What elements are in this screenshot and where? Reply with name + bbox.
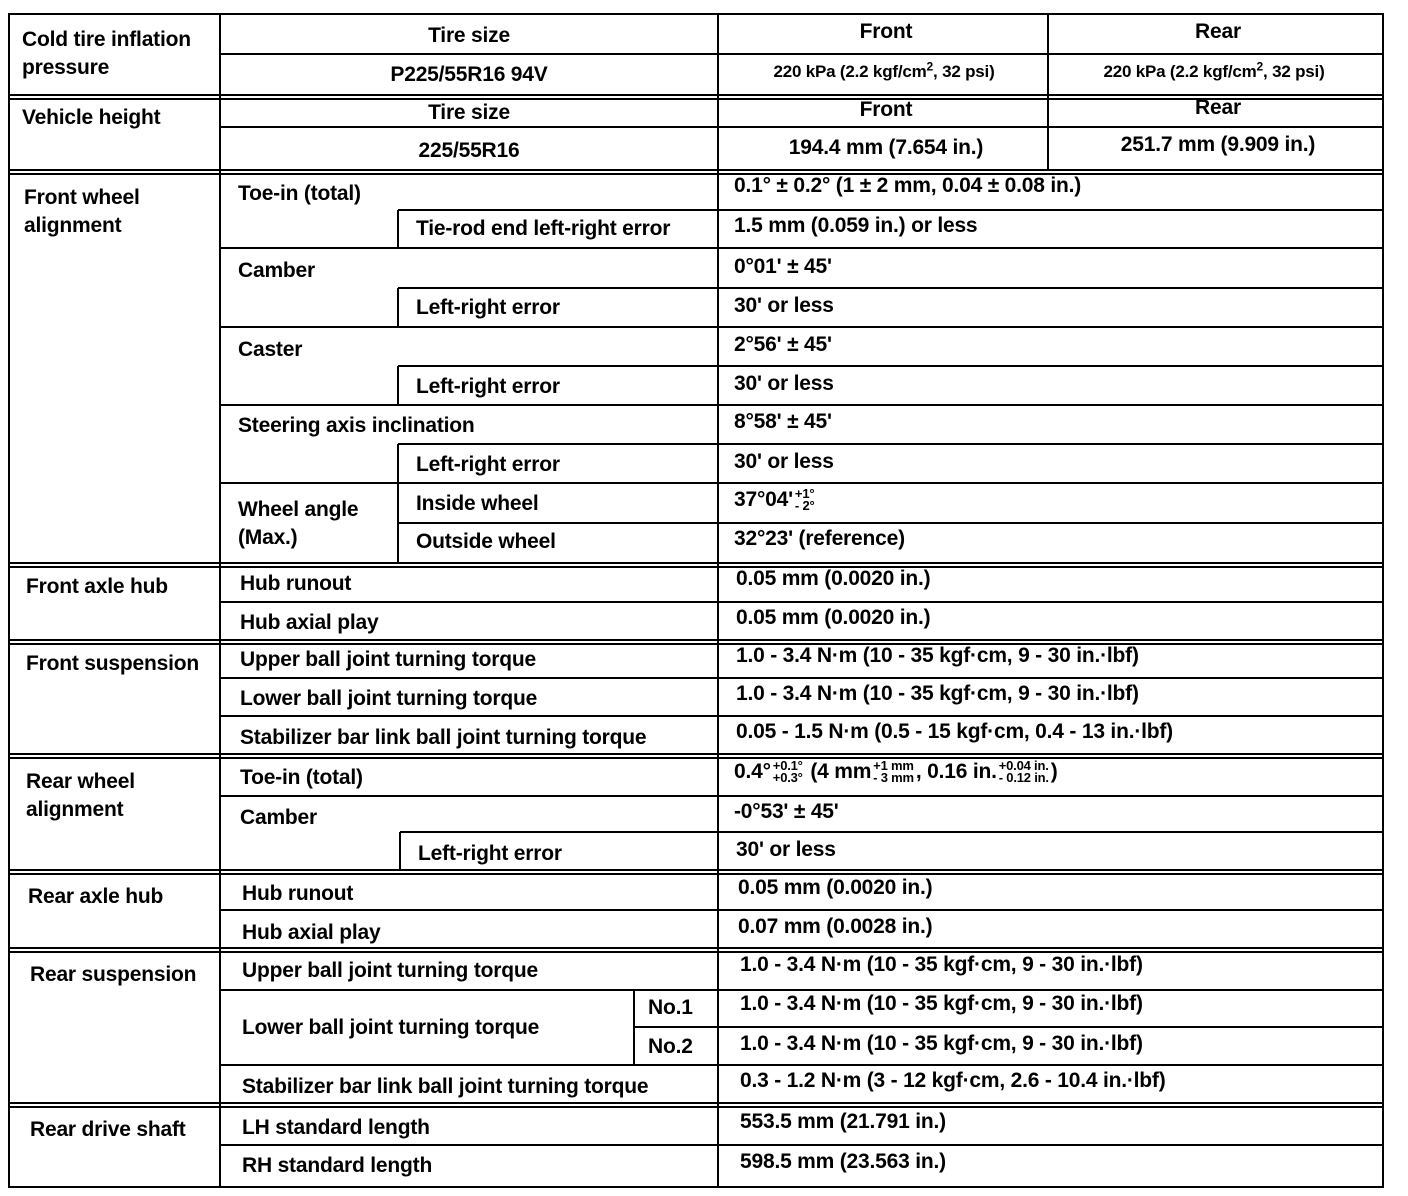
rds-rh-value: 598.5 mm (23.563 in.) (740, 1150, 946, 1173)
category-rear-axle-hub: Rear axle hub (28, 885, 164, 908)
tire-pressure-front-value: 220 kPa (2.2 kgf/$cm^2$, 32 psi) (773, 59, 995, 81)
fs-lower-value: 1.0 - 3.4 N·m (10 - 35 kgf·cm, 9 - 30 in.·lbf) (736, 682, 1139, 705)
fwa-toe-label: Toe-in (total) (238, 182, 361, 205)
rah-play-label: Hub axial play (242, 921, 381, 944)
vehicle-height-header-front: Front (859, 98, 913, 121)
fwa-sai-value: 8°58' ± 45' (734, 410, 832, 433)
category-front-suspension: Front suspension (26, 652, 199, 675)
category-rear-suspension: Rear suspension (30, 963, 197, 986)
fs-stab-value: 0.05 - 1.5 N·m (0.5 - 15 kgf·cm, 0.4 - 13 in.·lbf) (736, 720, 1173, 743)
rah-runout-value: 0.05 mm (0.0020 in.) (738, 876, 933, 899)
fwa-inside-label: Inside wheel (416, 492, 539, 515)
fwa-sai-label: Steering axis inclination (238, 414, 475, 437)
tire-pressure-header-rear: Rear (1195, 20, 1241, 43)
fwa-outside-label: Outside wheel (416, 530, 556, 553)
rwa-camber-lr-label: Left-right error (418, 842, 562, 865)
fwa-caster-lr-label: Left-right error (416, 375, 560, 398)
fwa-toe-value: 0.1° ± 0.2° (1 ± 2 mm, 0.04 ± 0.08 in.) (734, 174, 1082, 197)
rwa-toe-label: Toe-in (total) (240, 766, 363, 789)
rs-upper-label: Upper ball joint turning torque (242, 959, 538, 982)
fwa-wheel-angle-label: Wheel angle (Max.) (238, 498, 359, 549)
rds-lh-label: LH standard length (242, 1116, 430, 1139)
tire-pressure-header-front: Front (859, 20, 913, 43)
rs-lower-label: Lower ball joint turning torque (242, 1016, 540, 1039)
rs-stab-value: 0.3 - 1.2 N·m (3 - 12 kgf·cm, 2.6 - 10.4 in.·lbf) (740, 1069, 1166, 1092)
category-vehicle-height: Vehicle height (22, 106, 161, 129)
category-tire-pressure: Cold tire inflation pressure (22, 28, 191, 79)
tire-pressure-size: P225/55R16 94V (390, 63, 548, 86)
rwa-camber-label: Camber (240, 806, 317, 829)
rwa-toe-value: 0.4° +0.1° +0.3° (4 mm +1 mm - 3 mm , 0.16 in. +0.04 in. - 0.12 in. ) (734, 758, 1058, 786)
rs-no2-label: No.2 (648, 1035, 693, 1058)
rs-no2-value: 1.0 - 3.4 N·m (10 - 35 kgf·cm, 9 - 30 in.·lbf) (740, 1032, 1143, 1055)
vehicle-height-header-size: Tire size (428, 101, 510, 124)
rah-play-value: 0.07 mm (0.0028 in.) (738, 915, 933, 938)
fah-runout-label: Hub runout (240, 572, 352, 595)
vehicle-height-front-value: 194.4 mm (7.654 in.) (788, 136, 984, 159)
fs-lower-label: Lower ball joint turning torque (240, 687, 538, 710)
tire-pressure-rear-value: 220 kPa (2.2 kgf/$cm^2$, 32 psi) (1103, 59, 1325, 81)
rs-no1-label: No.1 (648, 996, 693, 1019)
fs-upper-label: Upper ball joint turning torque (240, 648, 536, 671)
fwa-camber-value: 0°01' ± 45' (734, 255, 832, 278)
fwa-caster-label: Caster (238, 338, 303, 361)
fwa-tie-label: Tie-rod end left-right error (416, 217, 671, 240)
fwa-caster-lr-value: 30' or less (734, 372, 834, 395)
fwa-camber-label: Camber (238, 259, 315, 282)
rwa-camber-value: -0°53' ± 45' (734, 800, 839, 823)
rds-rh-label: RH standard length (242, 1154, 433, 1177)
fah-play-label: Hub axial play (240, 611, 379, 634)
fwa-camber-lr-value: 30' or less (734, 294, 834, 317)
fwa-sai-lr-value: 30' or less (734, 450, 834, 473)
category-rear-wheel-alignment: Rear wheel alignment (26, 770, 135, 821)
fah-runout-value: 0.05 mm (0.0020 in.) (736, 567, 931, 590)
rs-stab-label: Stabilizer bar link ball joint turning torque (242, 1075, 649, 1098)
rah-runout-label: Hub runout (242, 882, 354, 905)
vehicle-height-header-rear: Rear (1195, 96, 1241, 119)
vehicle-height-rear-value: 251.7 mm (9.909 in.) (1120, 133, 1316, 156)
fah-play-value: 0.05 mm (0.0020 in.) (736, 606, 931, 629)
vehicle-height-size: 225/55R16 (418, 139, 520, 162)
fs-stab-label: Stabilizer bar link ball joint turning torque (240, 726, 647, 749)
category-rear-drive-shaft: Rear drive shaft (30, 1118, 186, 1141)
rs-no1-value: 1.0 - 3.4 N·m (10 - 35 kgf·cm, 9 - 30 in.·lbf) (740, 992, 1143, 1015)
fwa-camber-lr-label: Left-right error (416, 296, 560, 319)
fwa-tie-value: 1.5 mm (0.059 in.) or less (734, 214, 978, 237)
rwa-camber-lr-value: 30' or less (736, 838, 836, 861)
rds-lh-value: 553.5 mm (21.791 in.) (740, 1110, 946, 1133)
category-front-axle-hub: Front axle hub (26, 575, 168, 598)
fwa-sai-lr-label: Left-right error (416, 453, 560, 476)
rs-upper-value: 1.0 - 3.4 N·m (10 - 35 kgf·cm, 9 - 30 in.·lbf) (740, 953, 1143, 976)
fs-upper-value: 1.0 - 3.4 N·m (10 - 35 kgf·cm, 9 - 30 in.·lbf) (736, 644, 1139, 667)
tire-pressure-header-size: Tire size (428, 24, 510, 47)
fwa-inside-value: 37°04' +1° - 2° (734, 486, 815, 514)
fwa-outside-value: 32°23' (reference) (734, 527, 905, 550)
category-front-wheel-alignment: Front wheel alignment (24, 186, 140, 237)
fwa-caster-value: 2°56' ± 45' (734, 333, 832, 356)
